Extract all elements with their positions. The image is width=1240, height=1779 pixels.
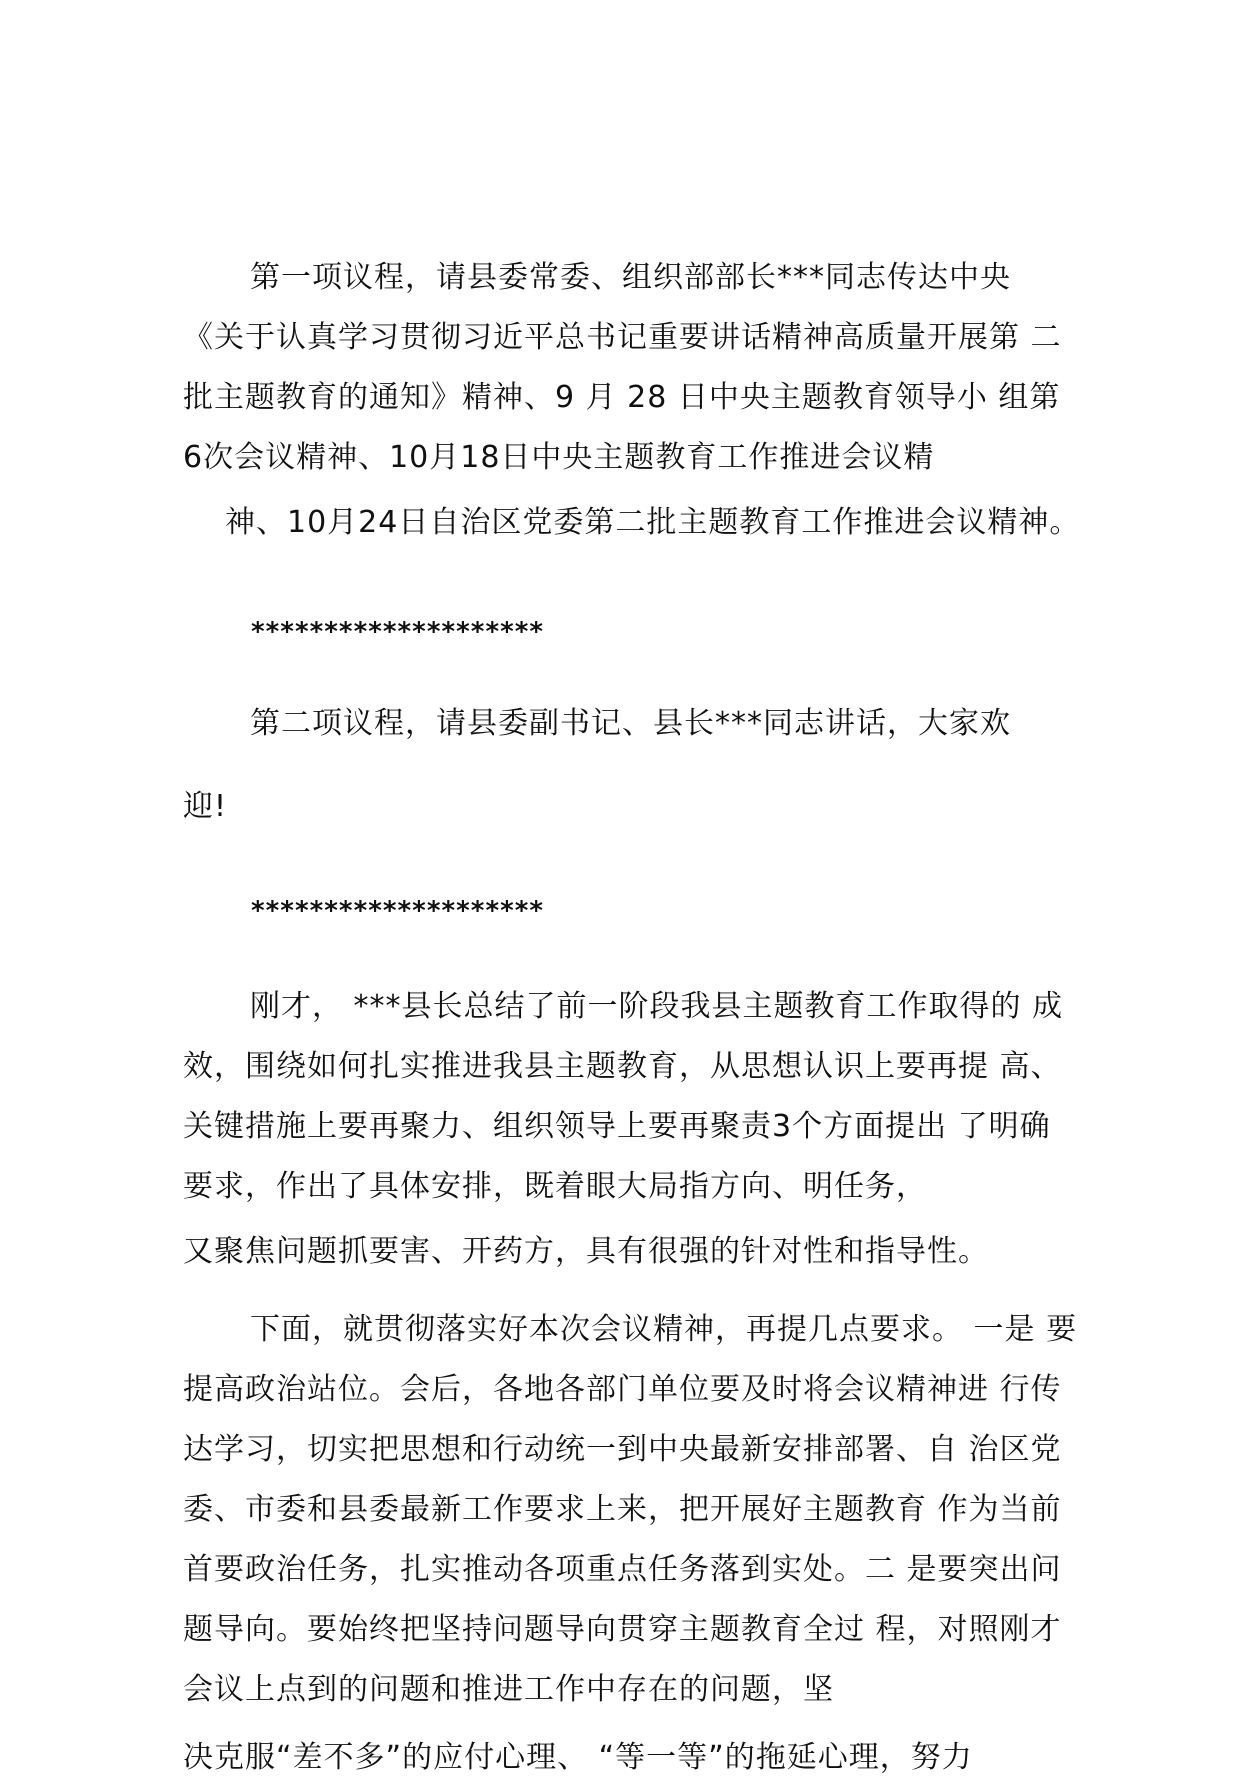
para3-line-3: 关键措施上要再聚力、组织领导上要再聚责3个方面提出 了明确 <box>183 1109 1051 1144</box>
para3-line-1: 刚才， ***县长总结了前一阶段我县主题教育工作取得的 成 <box>250 989 1064 1024</box>
para1-line-4: 6次会议精神、10月18日中央主题教育工作推进会议精 <box>183 440 935 475</box>
para3-line-5: 又聚焦问题抓要害、开药方，具有很强的针对性和指导性。 <box>183 1234 989 1269</box>
para4-line-1: 下面，就贯彻落实好本次会议精神，再提几点要求。 一是 要 <box>250 1312 1078 1347</box>
para1-line-2: 《关于认真学习贯彻习近平总书记重要讲话精神高质量开展第 二 <box>183 320 1062 355</box>
para1-line-1: 第一项议程，请县委常委、组织部部长***同志传达中央 <box>250 260 1011 295</box>
para3-line-4: 要求，作出了具体安排，既着眼大局指方向、明任务， <box>183 1169 927 1204</box>
para2-line-1: 第二项议程，请县委副书记、县长***同志讲话，大家欢 <box>250 706 1011 741</box>
para4-line-8: 决克服“差不多”的应付心理、 “等一等”的拖延心理，努力 <box>183 1740 973 1775</box>
para4-line-5: 首要政治任务，扎实推动各项重点任务落到实处。二 是要突出问 <box>183 1552 1062 1587</box>
para1-line-3: 批主题教育的通知》精神、9 月 28 日中央主题教育领导小 组第 <box>183 380 1061 415</box>
para1-line-5: 神、10月24日自治区党委第二批主题教育工作推进会议精神。 <box>225 505 1081 540</box>
para4-line-7: 会议上点到的问题和推进工作中存在的问题，坚 <box>183 1672 834 1707</box>
para2-line-2: 迎! <box>183 789 228 824</box>
para4-line-3: 达学习，切实把思想和行动统一到中央最新安排部署、自 治区党 <box>183 1432 1062 1467</box>
para4-line-6: 题导向。要始终把坚持问题导向贯穿主题教育全过 程，对照刚才 <box>183 1612 1062 1647</box>
para3-line-2: 效，围绕如何扎实推进我县主题教育，从思想认识上要再提 高、 <box>183 1049 1062 1084</box>
para4-line-2: 提高政治站位。会后，各地各部门单位要及时将会议精神进 行传 <box>183 1372 1062 1407</box>
separator-stars-2: ******************** <box>250 896 544 926</box>
para4-line-4: 委、市委和县委最新工作要求上来，把开展好主题教育 作为当前 <box>183 1492 1062 1527</box>
separator-stars-1: ******************** <box>250 617 544 647</box>
